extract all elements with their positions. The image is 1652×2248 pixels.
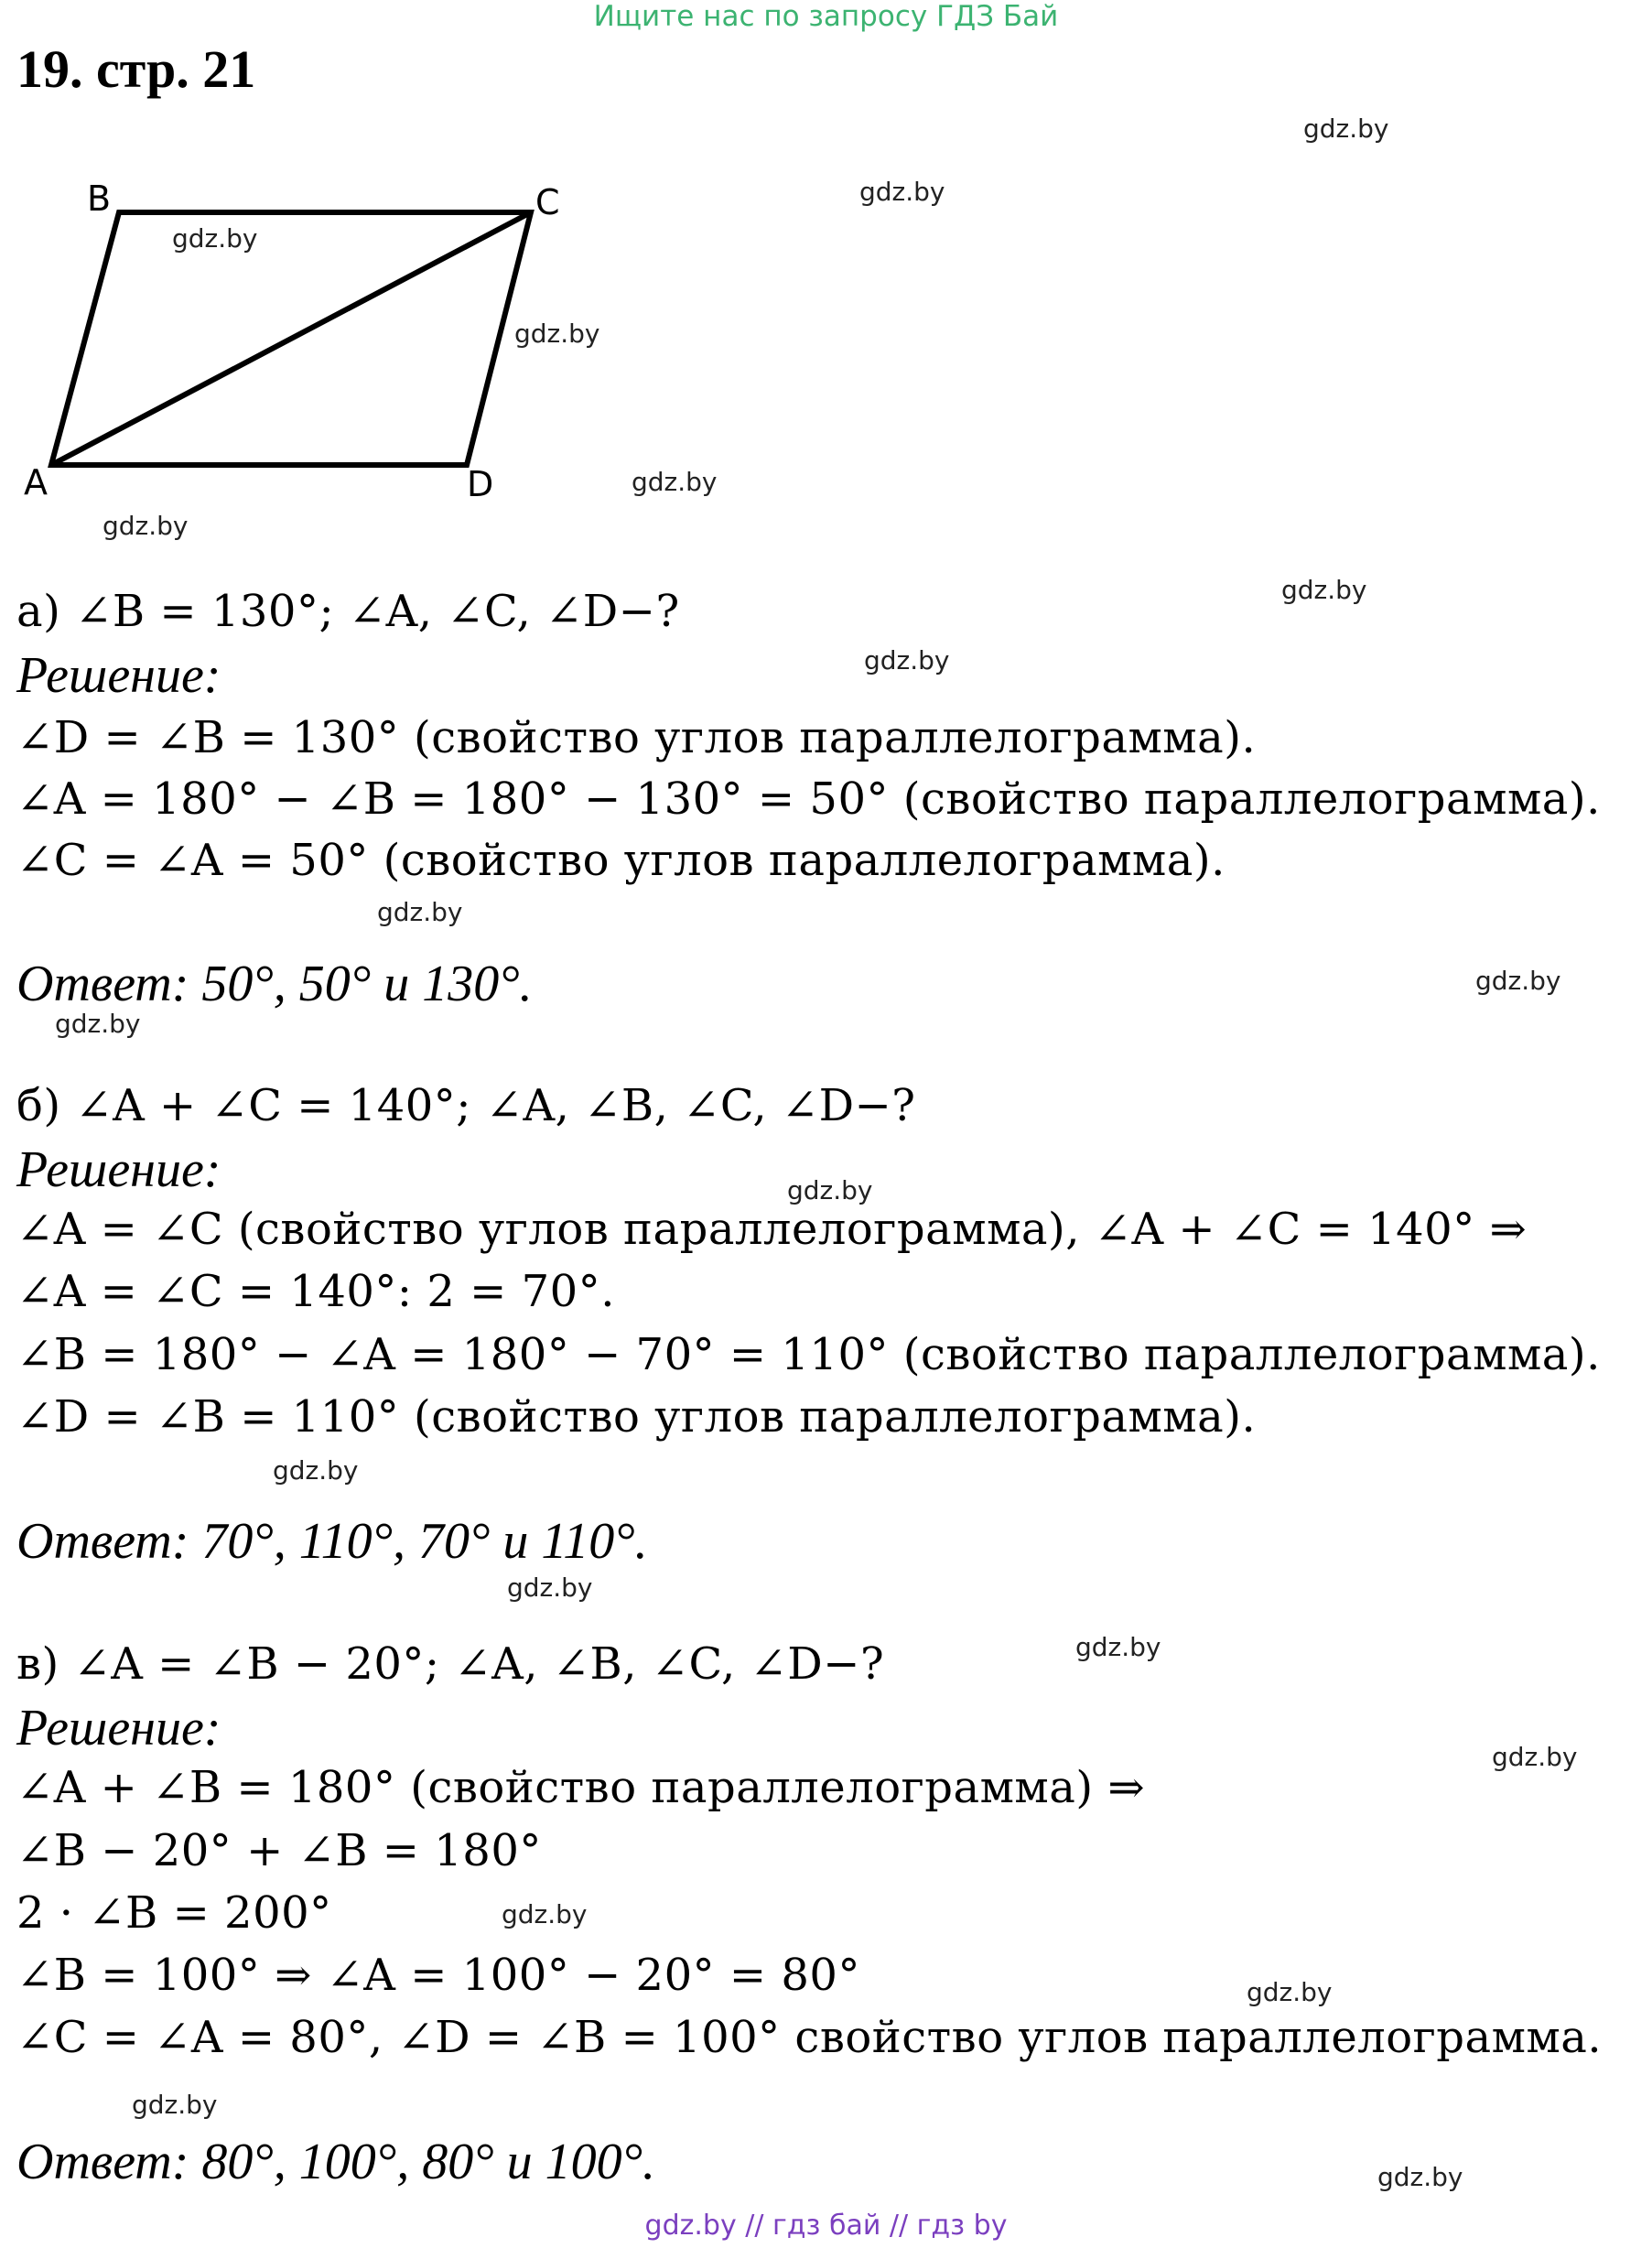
watermark: gdz.by bbox=[132, 2090, 218, 2120]
watermark: gdz.by bbox=[1475, 966, 1561, 996]
footer-links[interactable]: gdz.by // гдз бай // гдз by bbox=[644, 2210, 1008, 2242]
watermark: gdz.by bbox=[502, 1899, 588, 1929]
watermark: gdz.by bbox=[859, 177, 945, 207]
part-b-step-4: ∠D = ∠B = 110° (свойство углов параллелограмма). bbox=[16, 1391, 1257, 1443]
part-c-step-1: ∠A + ∠B = 180° (свойство параллелограмма) ⇒ bbox=[16, 1762, 1146, 1813]
part-a-step-3: ∠C = ∠A = 50° (свойство углов параллелограмма). bbox=[16, 835, 1226, 886]
watermark: gdz.by bbox=[1303, 113, 1389, 144]
search-banner[interactable]: Ищите нас по запросу ГДЗ Бай bbox=[593, 0, 1059, 33]
part-c-answer: Ответ: 80°, 100°, 80° и 100°. bbox=[16, 2134, 655, 2190]
part-c-solution-label: Решение: bbox=[16, 1700, 221, 1756]
part-c-step-5: ∠C = ∠A = 80°, ∠D = ∠B = 100° свойство углов параллелограмма. bbox=[16, 2012, 1603, 2063]
watermark: gdz.by bbox=[1492, 1742, 1578, 1772]
watermark: gdz.by bbox=[1377, 2162, 1463, 2192]
part-c-step-2: ∠B − 20° + ∠B = 180° bbox=[16, 1825, 542, 1876]
part-a-answer: Ответ: 50°, 50° и 130°. bbox=[16, 956, 533, 1012]
part-c-task: в) ∠A = ∠B − 20°; ∠A, ∠B, ∠C, ∠D−? bbox=[16, 1638, 885, 1690]
parallelogram-shape bbox=[51, 212, 531, 465]
part-b-solution-label: Решение: bbox=[16, 1141, 221, 1198]
page-title: 19. стр. 21 bbox=[16, 39, 256, 99]
part-a-step-2: ∠A = 180° − ∠B = 180° − 130° = 50° (свойство параллелограмма). bbox=[16, 773, 1601, 825]
watermark: gdz.by bbox=[273, 1455, 359, 1486]
part-a-solution-label: Решение: bbox=[16, 647, 221, 704]
watermark: gdz.by bbox=[1247, 1977, 1333, 2007]
watermark: gdz.by bbox=[787, 1175, 873, 1205]
watermark: gdz.by bbox=[103, 511, 189, 541]
vertex-b-label: B bbox=[87, 178, 112, 219]
watermark: gdz.by bbox=[1075, 1632, 1161, 1662]
vertex-a-label: A bbox=[24, 462, 48, 503]
diagonal-ac bbox=[51, 212, 531, 465]
part-c-step-3: 2 · ∠B = 200° bbox=[16, 1887, 332, 1939]
vertex-c-label: C bbox=[535, 182, 560, 222]
part-a-step-1: ∠D = ∠B = 130° (свойство углов параллелограмма). bbox=[16, 712, 1257, 763]
watermark: gdz.by bbox=[377, 897, 463, 927]
watermark: gdz.by bbox=[632, 467, 718, 497]
watermark: gdz.by bbox=[514, 319, 600, 349]
watermark: gdz.by bbox=[1281, 575, 1367, 605]
vertex-d-label: D bbox=[467, 464, 494, 504]
watermark: gdz.by bbox=[507, 1573, 593, 1603]
watermark: gdz.by bbox=[55, 1009, 141, 1039]
part-b-task: б) ∠A + ∠C = 140°; ∠A, ∠B, ∠C, ∠D−? bbox=[16, 1080, 916, 1131]
part-b-step-3: ∠B = 180° − ∠A = 180° − 70° = 110° (свойство параллелограмма). bbox=[16, 1329, 1601, 1380]
part-b-step-1: ∠A = ∠C (свойство углов параллелограмма), ∠A + ∠C = 140° ⇒ bbox=[16, 1204, 1528, 1255]
watermark: gdz.by bbox=[864, 645, 950, 675]
part-b-answer: Ответ: 70°, 110°, 70° и 110°. bbox=[16, 1513, 648, 1570]
watermark: gdz.by bbox=[172, 223, 258, 254]
part-b-step-2: ∠A = ∠C = 140°: 2 = 70°. bbox=[16, 1266, 615, 1317]
part-a-task: а) ∠B = 130°; ∠A, ∠C, ∠D−? bbox=[16, 586, 680, 637]
part-c-step-4: ∠B = 100° ⇒ ∠A = 100° − 20° = 80° bbox=[16, 1950, 860, 2001]
